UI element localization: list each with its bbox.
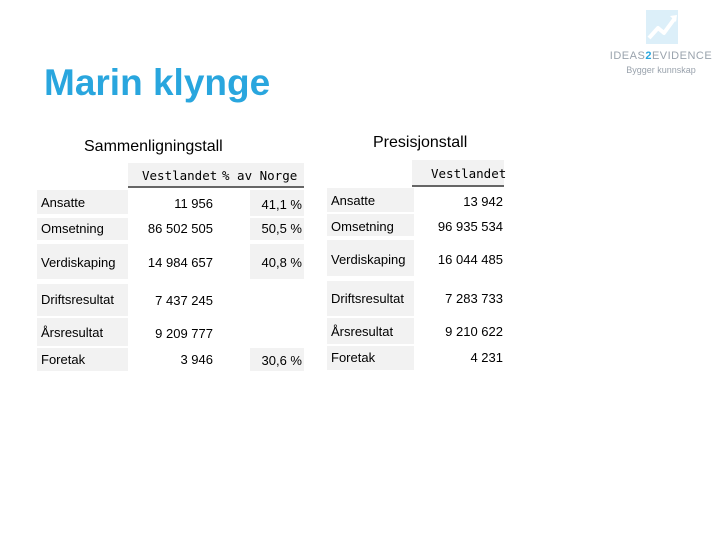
- table-row-label: Årsresultat: [331, 324, 394, 339]
- table-row-label: Ansatte: [41, 195, 86, 210]
- table-row-value: 9 210 622: [445, 324, 503, 339]
- ideas2evidence-logo: [606, 8, 716, 78]
- table-row-value: 7 283 733: [445, 291, 503, 306]
- logo-tagline: Bygger kunnskap: [626, 65, 696, 75]
- precision-heading: Presisjonstall: [373, 134, 468, 151]
- table-row-value: 86 502 505: [147, 221, 213, 236]
- precision-col-region: Vestlandet: [431, 166, 507, 181]
- table-row-label: Driftsresultat: [41, 292, 114, 307]
- table-row-label: Årsresultat: [41, 325, 104, 340]
- table-row-value: 14 984 657: [147, 255, 213, 270]
- table-row-label: Foretak: [41, 352, 86, 367]
- table-row-label: Verdiskaping: [41, 255, 116, 270]
- table-row-value: 4 231: [470, 350, 503, 365]
- comparison-col-pct: % av Norge: [222, 168, 298, 183]
- logo-wordmark: IDEAS2EVIDENCE: [609, 50, 713, 62]
- table-row-label: Driftsresultat: [331, 291, 404, 306]
- table-row-value: 16 044 485: [437, 252, 503, 267]
- table-row-pct: 41,1 %: [261, 197, 302, 212]
- table-row-label: Omsetning: [331, 219, 394, 234]
- table-row-value: 96 935 534: [437, 219, 503, 234]
- table-row-value: 13 942: [463, 194, 503, 209]
- table-row-label: Foretak: [331, 350, 376, 365]
- table-row-label: Verdiskaping: [331, 252, 406, 267]
- table-row-pct: 40,8 %: [261, 255, 302, 270]
- table-row-label: Ansatte: [331, 193, 376, 208]
- comparison-heading: Sammenligningstall: [84, 138, 223, 155]
- table-row-label: Omsetning: [41, 221, 104, 236]
- page-title: Marin klynge: [44, 62, 271, 103]
- trend-arrow-icon: [646, 10, 678, 44]
- table-row-value: 3 946: [180, 352, 213, 367]
- table-row-value: 7 437 245: [155, 293, 213, 308]
- table-row-value: 9 209 777: [155, 326, 213, 341]
- comparison-col-region: Vestlandet: [142, 168, 218, 183]
- table-row-pct: 30,6 %: [261, 353, 302, 368]
- table-row-value: 11 956: [174, 196, 213, 211]
- table-row-pct: 50,5 %: [261, 221, 302, 236]
